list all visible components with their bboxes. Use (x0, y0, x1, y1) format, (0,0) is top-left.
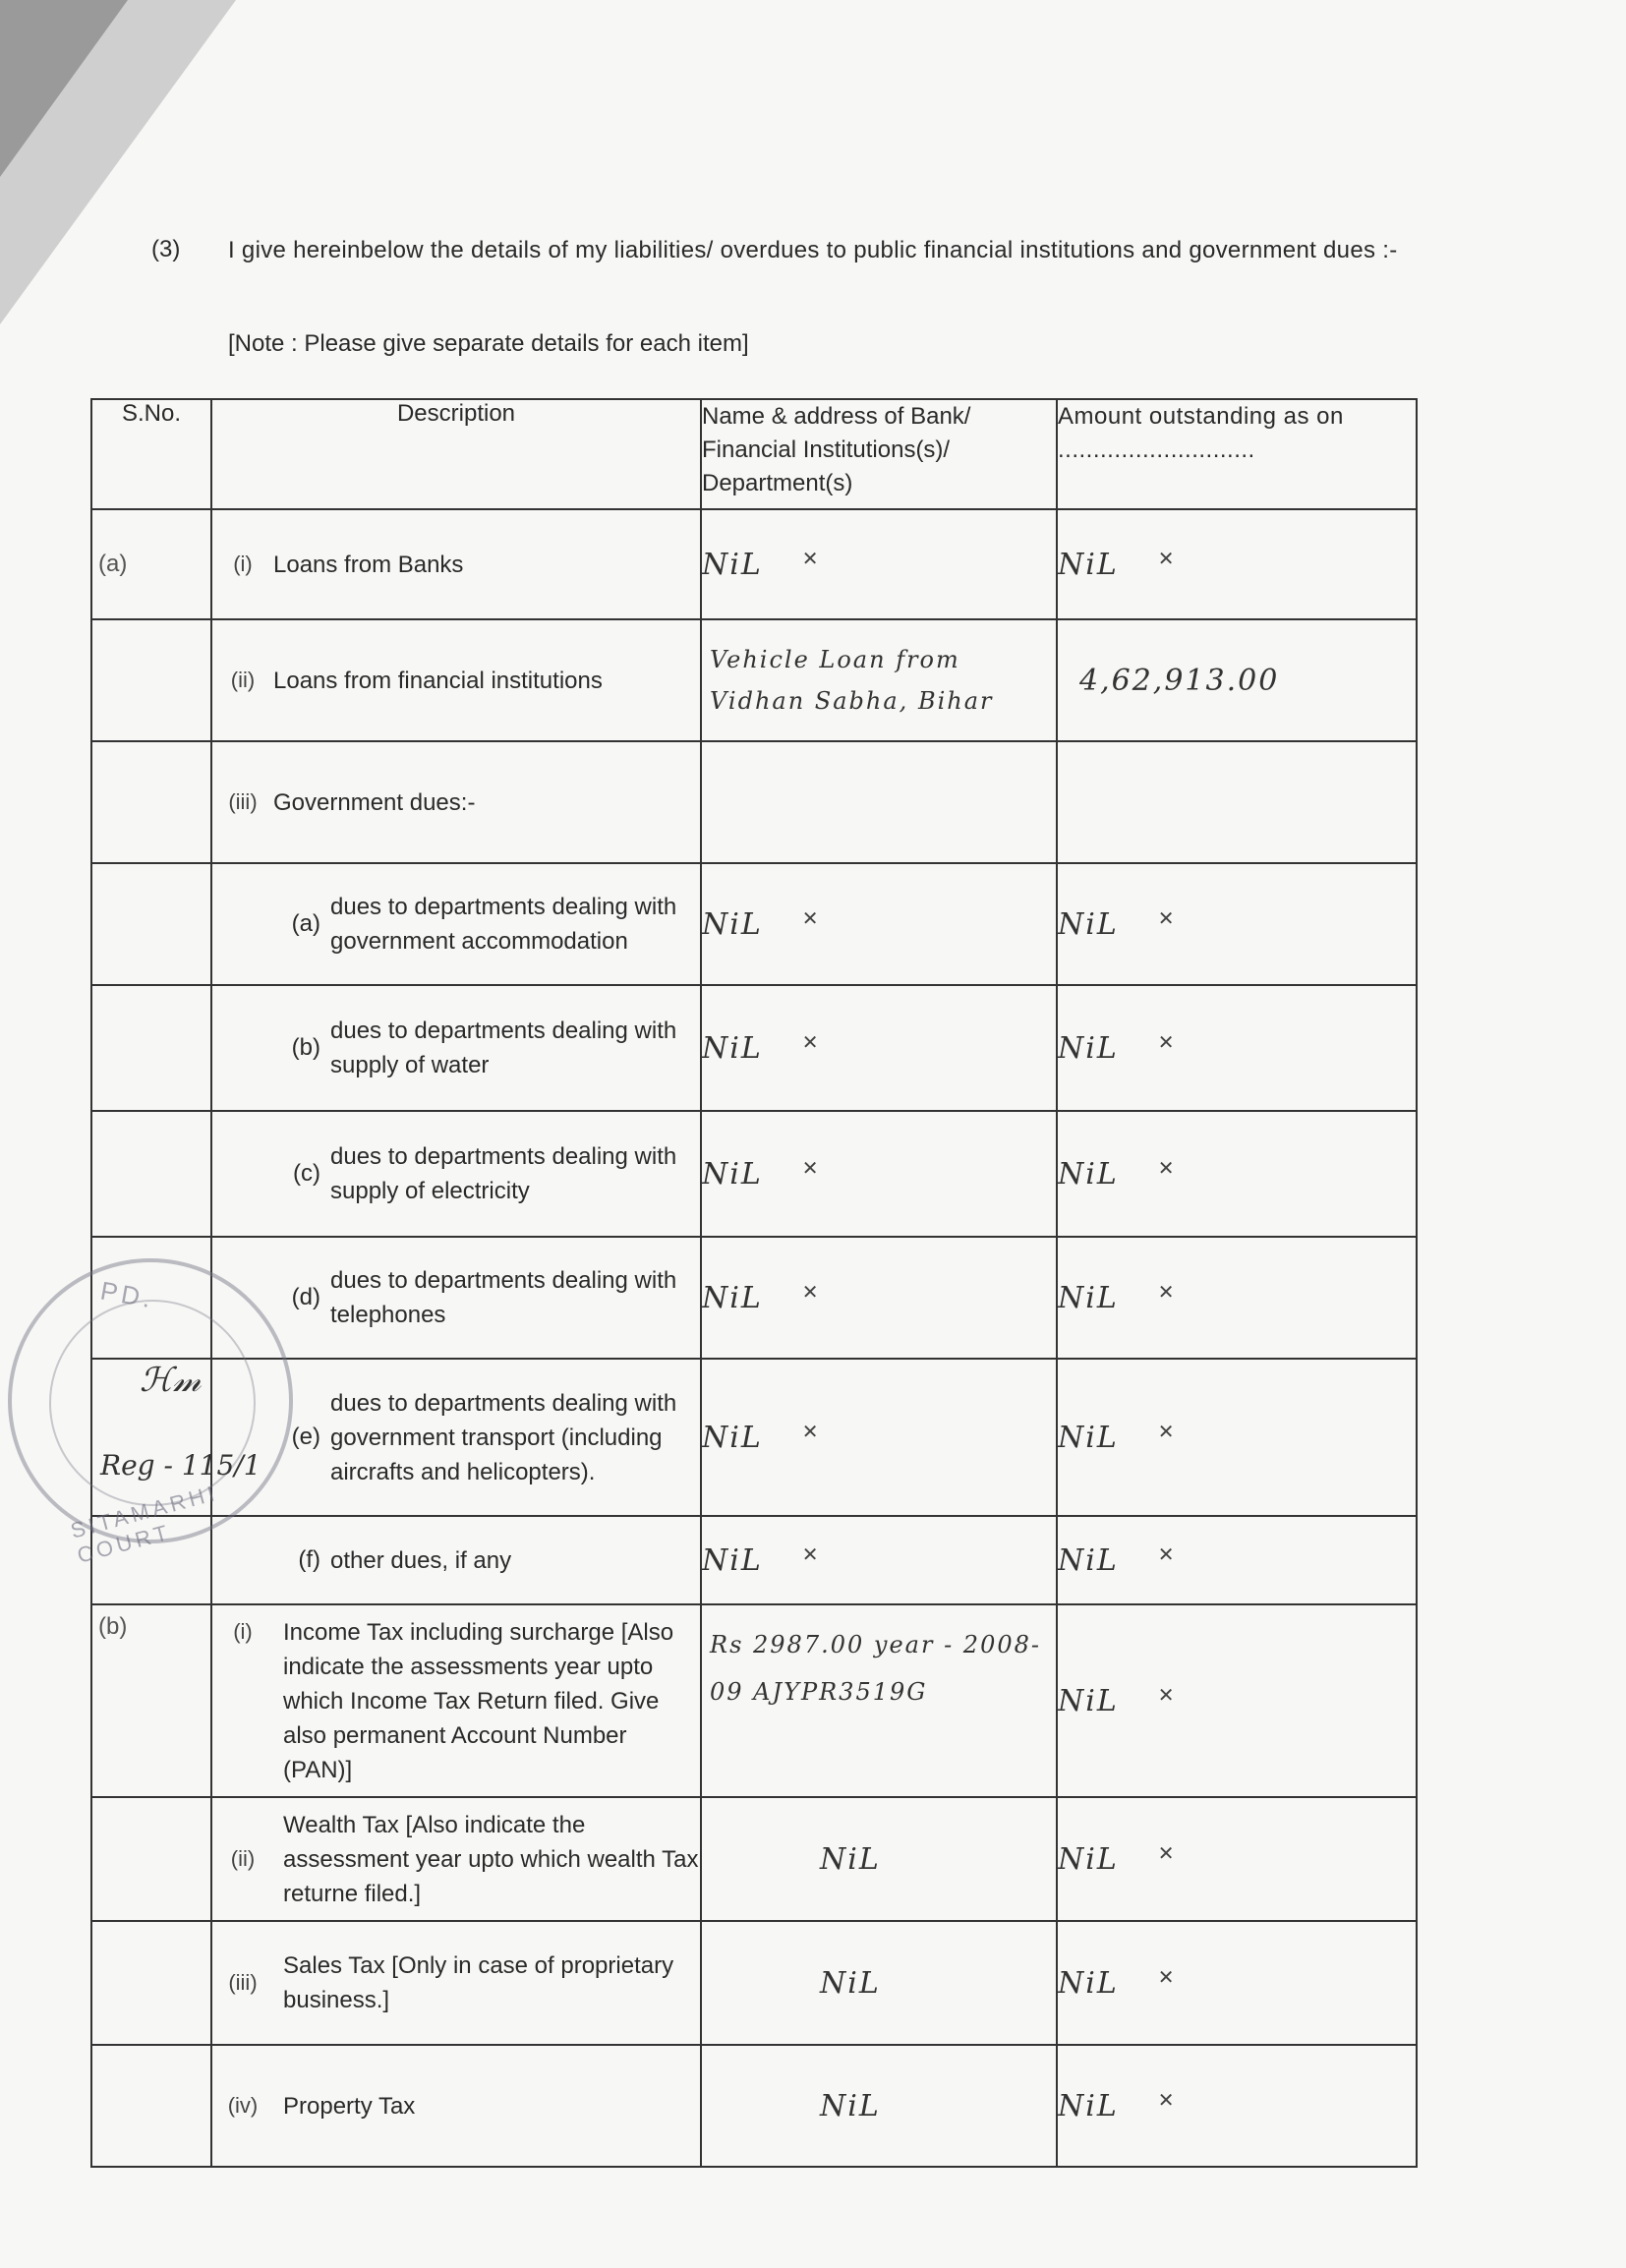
row-sno: (b) (91, 1604, 211, 1797)
stamp-signature: Reg - 115/1 (100, 1449, 261, 1482)
row-description: (a) dues to departments dealing with government accommodation (211, 863, 701, 985)
row-bank: NiL (701, 2045, 1057, 2167)
official-stamp (8, 1258, 293, 1568)
header-description: Description (211, 399, 701, 509)
row-amount: NiL ✕ (1057, 863, 1417, 985)
row-amount: NiL ✕ (1057, 1359, 1417, 1516)
page-fold-dark (0, 0, 128, 177)
table-row (91, 1604, 1417, 1797)
section-note: [Note : Please give separate details for each item] (228, 330, 749, 357)
table-row (91, 1516, 1417, 1604)
row-description: (d) dues to departments dealing with telephones (211, 1237, 701, 1359)
table-row (91, 2045, 1417, 2167)
table-header-row (91, 399, 1417, 509)
table-row (91, 1111, 1417, 1237)
row-bank: Rs 2987.00 year - 2008-09 AJYPR3519G (701, 1604, 1057, 1797)
row-description: (f) other dues, if any (211, 1516, 701, 1604)
row-amount: 4,62,913.00 (1057, 619, 1417, 741)
row-amount: NiL ✕ (1057, 985, 1417, 1111)
row-description: (ii) Wealth Tax [Also indicate the assessment year upto which wealth Tax returne filed.] (211, 1797, 701, 1921)
row-description: (b) dues to departments dealing with supply of water (211, 985, 701, 1111)
row-bank: Vehicle Loan from Vidhan Sabha, Bihar (701, 619, 1057, 741)
row-sno (91, 1921, 211, 2045)
row-description: (i) Income Tax including surcharge [Also indicate the assessments year upto which Income Tax Return filed. Give also permanent Account Number (PAN)] (211, 1604, 701, 1797)
header-bank: Name & address of Bank/ Financial Institutions(s)/ Department(s) (701, 399, 1057, 509)
row-amount: NiL ✕ (1057, 1604, 1417, 1797)
table-row (91, 509, 1417, 619)
row-amount: NiL ✕ (1057, 1921, 1417, 2045)
section-number: (3) (151, 236, 181, 262)
row-bank: NiL ✕ (701, 1111, 1057, 1237)
row-description: (i) Loans from Banks (211, 509, 701, 619)
row-bank: NiL ✕ (701, 863, 1057, 985)
row-amount: NiL ✕ (1057, 1111, 1417, 1237)
row-bank: NiL (701, 1797, 1057, 1921)
row-bank: NiL ✕ (701, 1237, 1057, 1359)
row-amount (1057, 741, 1417, 863)
row-bank: NiL ✕ (701, 1359, 1057, 1516)
liabilities-table (90, 398, 1418, 2168)
row-description: (ii) Loans from financial institutions (211, 619, 701, 741)
stamp-initials: ℋ𝓂 (140, 1361, 202, 1400)
row-sno: (a) (91, 509, 211, 619)
table-row (91, 1237, 1417, 1359)
stamp-bottom-text: SITAMARHI COURT (68, 1480, 221, 1568)
row-bank: NiL (701, 1921, 1057, 2045)
row-description: (iii) Sales Tax [Only in case of proprietary business.] (211, 1921, 701, 2045)
row-sno (91, 2045, 211, 2167)
row-sno (91, 741, 211, 863)
row-bank: NiL ✕ (701, 985, 1057, 1111)
row-sno (91, 1111, 211, 1237)
header-amount: Amount outstanding as on ............................ (1057, 399, 1417, 509)
row-amount: NiL ✕ (1057, 1516, 1417, 1604)
table-row (91, 1797, 1417, 1921)
row-description: (c) dues to departments dealing with supply of electricity (211, 1111, 701, 1237)
row-sno (91, 985, 211, 1111)
row-amount: NiL ✕ (1057, 509, 1417, 619)
table-row (91, 1921, 1417, 2045)
row-amount: NiL ✕ (1057, 1237, 1417, 1359)
row-bank (701, 741, 1057, 863)
stamp-top-text: PD. (97, 1275, 157, 1314)
table-row (91, 985, 1417, 1111)
table-row (91, 863, 1417, 985)
row-amount: NiL ✕ (1057, 2045, 1417, 2167)
row-description: (e) dues to departments dealing with government transport (including aircrafts and helicopters). (211, 1359, 701, 1516)
row-description: (iv) Property Tax (211, 2045, 701, 2167)
row-sno (91, 863, 211, 985)
row-sno (91, 1797, 211, 1921)
row-description: (iii) Government dues:- (211, 741, 701, 863)
row-bank: NiL ✕ (701, 509, 1057, 619)
header-sno: S.No. (91, 399, 211, 509)
section-text: I give hereinbelow the details of my liabilities/ overdues to public financial institutions and government dues :- (228, 237, 1398, 263)
row-bank: NiL ✕ (701, 1516, 1057, 1604)
row-sno (91, 619, 211, 741)
table-row (91, 619, 1417, 741)
table-row (91, 741, 1417, 863)
row-amount: NiL ✕ (1057, 1797, 1417, 1921)
